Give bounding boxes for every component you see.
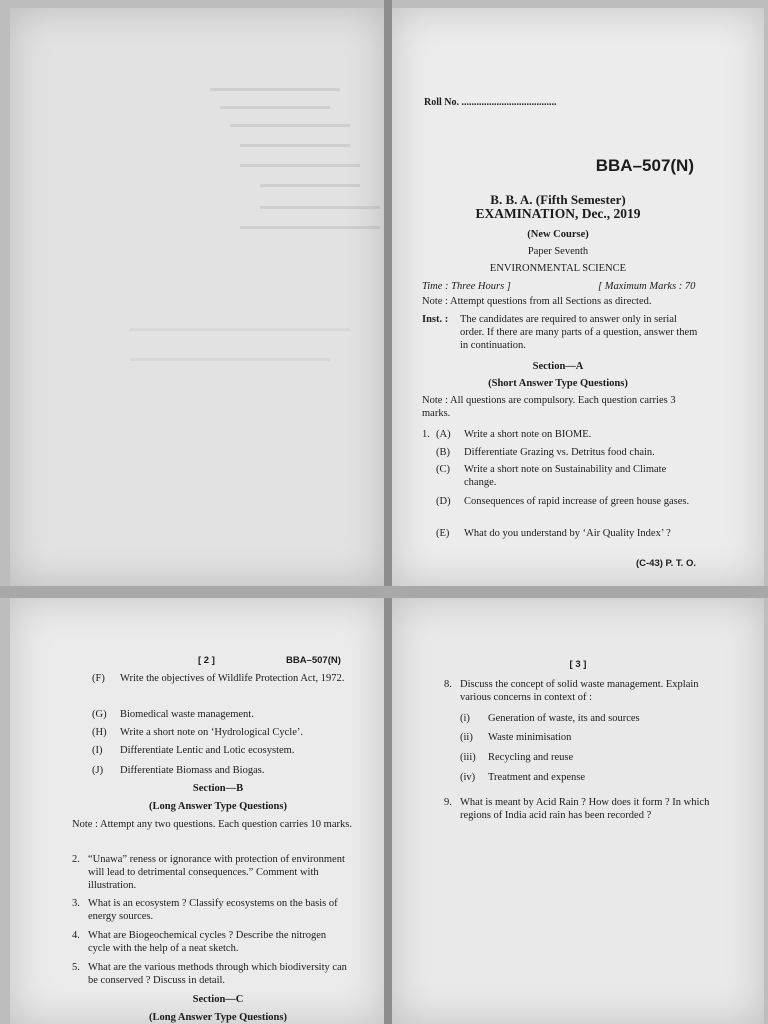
exam-page-3 xyxy=(392,598,764,1024)
q8iii-text: Recycling and reuse xyxy=(488,752,574,763)
blank-page xyxy=(10,8,384,586)
q1d-text: Consequences of rapid increase of green house gases. xyxy=(464,496,690,507)
instruction-text: The candidates are required to answer only in serial order. If there are many parts of a question, answer them in continuation. xyxy=(460,314,698,351)
q9-number: 9. xyxy=(444,797,452,808)
qg-text: Biomedical waste management. xyxy=(120,709,254,720)
exam-page-1 xyxy=(392,8,764,586)
qj-text: Differentiate Biomass and Biogas. xyxy=(120,765,265,776)
q1c-text: Write a short note on Sustainability and Climate change. xyxy=(464,464,667,488)
qh-text: Write a short note on ‘Hydrological Cycle’. xyxy=(120,727,303,738)
course-label: (New Course) xyxy=(527,229,589,240)
q5-number: 5. xyxy=(72,962,80,973)
qi-text: Differentiate Lentic and Lotic ecosystem. xyxy=(120,745,295,756)
q8i-text: Generation of waste, its and sources xyxy=(488,713,640,724)
qg-label: (G) xyxy=(92,709,107,720)
section-b-note: Note : Attempt any two questions. Each question carries 10 marks. xyxy=(72,819,352,830)
qf-text: Write the objectives of Wildlife Protection Act, 1972. xyxy=(120,673,345,684)
q8ii-label: (ii) xyxy=(460,732,473,743)
page-number: [ 2 ] xyxy=(198,655,215,666)
question-1-number: 1. xyxy=(422,429,430,440)
q4-text: What are Biogeochemical cycles ? Describe the nitrogen cycle with the help of a neat sketch. xyxy=(88,930,327,954)
qf-label: (F) xyxy=(92,673,105,684)
q8iv-label: (iv) xyxy=(460,772,476,783)
general-note: Note : Attempt questions from all Sections as directed. xyxy=(422,296,652,307)
q1b-text: Differentiate Grazing vs. Detritus food chain. xyxy=(464,447,655,458)
section-a-note: Note : All questions are compulsory. Each question carries 3 marks. xyxy=(422,395,676,419)
q1d-label: (D) xyxy=(436,496,451,507)
q8iii-label: (iii) xyxy=(460,752,476,763)
q3-text: What is an ecosystem ? Classify ecosystems on the basis of energy sources. xyxy=(88,898,338,922)
section-c-heading: Section—C xyxy=(192,994,244,1005)
exam-title: EXAMINATION, Dec., 2019 xyxy=(475,206,641,221)
exam-page-2 xyxy=(10,598,384,1024)
qi-label: (I) xyxy=(92,745,103,756)
instruction-label: Inst. : xyxy=(422,314,449,325)
q2-text: “Unawa” reness or ignorance with protection of environment will lead to detrimental consequences.” Comment with illustration. xyxy=(88,854,345,891)
q8-text: Discuss the concept of solid waste management. Explain various concerns in context of : xyxy=(460,679,699,703)
roll-number-line: Roll No. ...................................... xyxy=(424,97,557,108)
q8-number: 8. xyxy=(444,679,452,690)
q3-number: 3. xyxy=(72,898,80,909)
page-number: [ 3 ] xyxy=(569,659,587,670)
qj-label: (J) xyxy=(92,765,104,776)
q1e-text: What do you understand by ‘Air Quality Index’ ? xyxy=(464,528,671,539)
page-footer: (C-43) P. T. O. xyxy=(635,558,696,569)
q4-number: 4. xyxy=(72,930,80,941)
qh-label: (H) xyxy=(92,727,107,738)
section-b-heading: Section—B xyxy=(192,783,244,794)
section-b-type: (Long Answer Type Questions) xyxy=(149,801,287,812)
q1b-label: (B) xyxy=(436,447,450,458)
q8ii-text: Waste minimisation xyxy=(488,732,572,743)
page-divider xyxy=(0,586,768,598)
q9-text: What is meant by Acid Rain ? How does it form ? In which regions of India acid rain has been recorded ? xyxy=(460,797,710,821)
time-allowed: Time : Three Hours ] xyxy=(422,281,511,292)
section-a-type: (Short Answer Type Questions) xyxy=(488,378,628,389)
paper-label: Paper Seventh xyxy=(527,246,589,257)
q1e-label: (E) xyxy=(436,528,450,539)
q8iv-text: Treatment and expense xyxy=(488,772,586,783)
q8i-label: (i) xyxy=(460,713,470,724)
q5-text: What are the various methods through which biodiversity can be conserved ? Discuss in detail. xyxy=(88,962,347,986)
maximum-marks: [ Maximum Marks : 70 xyxy=(598,281,696,292)
q2-number: 2. xyxy=(72,854,80,865)
q1a-text: Write a short note on BIOME. xyxy=(464,429,592,440)
q1c-label: (C) xyxy=(436,464,450,475)
section-a-heading: Section—A xyxy=(532,361,584,372)
subject-title: ENVIRONMENTAL SCIENCE xyxy=(489,263,627,274)
section-c-type: (Long Answer Type Questions) xyxy=(149,1012,287,1023)
paper-code-header: BBA–507(N) xyxy=(286,655,341,666)
q1a-label: (A) xyxy=(436,429,451,440)
center-fold xyxy=(384,0,392,1024)
degree-title: B. B. A. (Fifth Semester) xyxy=(490,192,626,207)
paper-code: BBA–507(N) xyxy=(595,156,694,175)
